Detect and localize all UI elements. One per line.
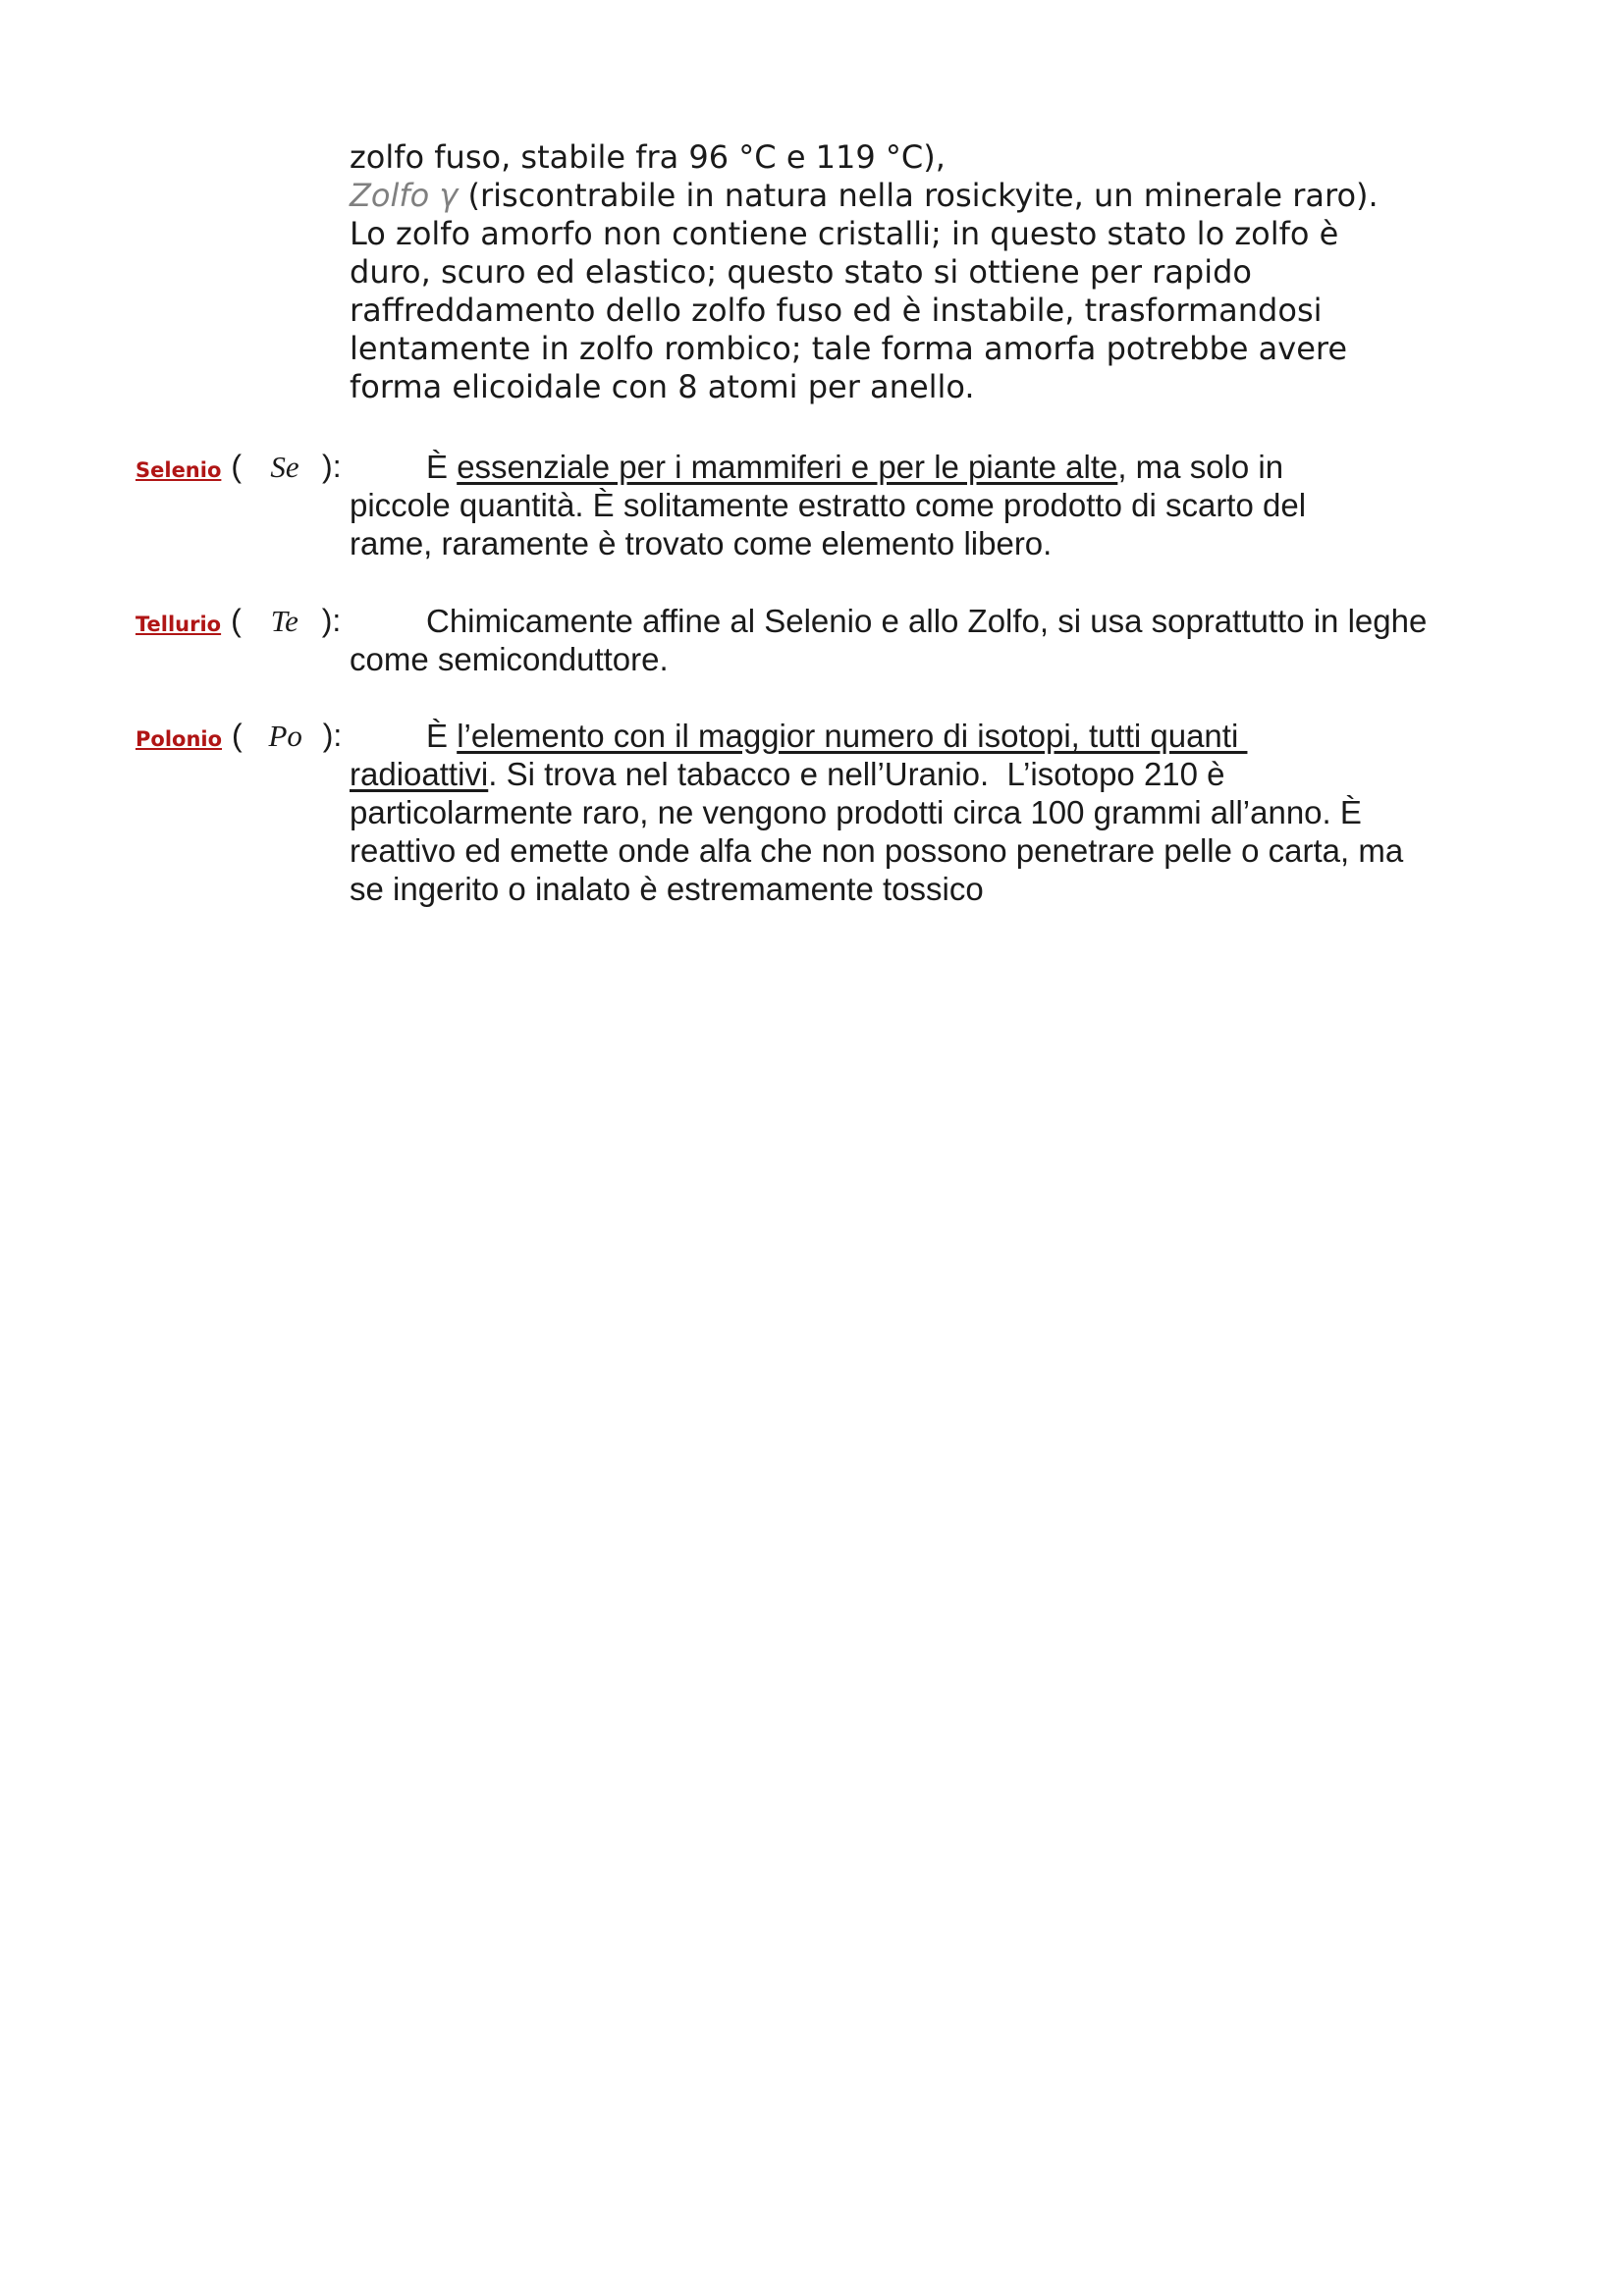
open-paren: ( xyxy=(232,718,243,753)
open-paren: ( xyxy=(231,449,243,484)
text-line: rame, raramente è trovato come elemento libero. xyxy=(350,525,1053,561)
close-paren: ): xyxy=(322,718,343,753)
zolfo-gamma-term: Zolfo γ xyxy=(350,177,459,214)
entry-description xyxy=(350,602,1518,678)
underlined-phrase: radioattivi xyxy=(350,756,489,792)
text-line: Chimicamente affine al Selenio e allo Zolfo, si usa soprattutto in leghe xyxy=(426,603,1428,639)
element-symbol: Po xyxy=(268,719,302,753)
entry-heading xyxy=(135,602,341,640)
open-paren: ( xyxy=(231,603,242,638)
text-line: zolfo fuso, stabile fra 96 °C e 119 °C), xyxy=(350,138,946,176)
element-symbol: Se xyxy=(270,450,299,484)
text-line: raffreddamento dello zolfo fuso ed è instabile, trasformandosi xyxy=(350,292,1323,329)
element-link-selenio[interactable]: Selenio xyxy=(135,458,222,482)
entry-description xyxy=(350,717,1518,908)
text-line xyxy=(350,448,1518,486)
text-line: Lo zolfo amorfo non contiene cristalli; in questo stato lo zolfo è xyxy=(350,215,1339,252)
text-run: (riscontrabile in natura nella rosickyite, un minerale raro). xyxy=(458,177,1379,214)
text-line: lentamente in zolfo rombico; tale forma amorfa potrebbe avere xyxy=(350,330,1348,367)
text-line: duro, scuro ed elastico; questo stato si ottiene per rapido xyxy=(350,253,1252,291)
close-paren: ): xyxy=(321,603,342,638)
element-link-polonio[interactable]: Polonio xyxy=(135,727,223,751)
text-line xyxy=(350,177,1488,215)
element-symbol: Te xyxy=(270,604,298,638)
entry-heading xyxy=(135,717,342,755)
text-line xyxy=(350,717,1518,755)
text-line: piccole quantità. È solitamente estratto come prodotto di scarto del xyxy=(350,487,1307,523)
text-line: come semiconduttore. xyxy=(350,641,669,677)
text-run: , ma solo in xyxy=(1117,449,1284,485)
text-run: È xyxy=(426,718,458,754)
text-line xyxy=(350,755,1518,793)
text-line: particolarmente raro, ne vengono prodotti circa 100 grammi all’anno. È xyxy=(350,794,1362,830)
text-run: È xyxy=(426,449,458,485)
text-line: reattivo ed emette onde alfa che non possono penetrare pelle o carta, ma xyxy=(350,832,1404,869)
underlined-phrase: l’elemento con il maggior numero di isotopi, tutti quanti xyxy=(457,718,1248,754)
element-link-tellurio[interactable]: Tellurio xyxy=(135,613,222,636)
sulfur-continuation-paragraph xyxy=(350,138,1488,406)
underlined-phrase: essenziale per i mammiferi e per le piante alte xyxy=(457,449,1118,485)
text-run: . Si trova nel tabacco e nell’Uranio. L’isotopo 210 è xyxy=(488,756,1225,792)
entry-heading xyxy=(135,448,342,486)
entry-description xyxy=(350,448,1518,562)
text-line: se ingerito o inalato è estremamente tossico xyxy=(350,871,984,907)
text-line: forma elicoidale con 8 atomi per anello. xyxy=(350,368,975,405)
close-paren: ): xyxy=(322,449,342,484)
